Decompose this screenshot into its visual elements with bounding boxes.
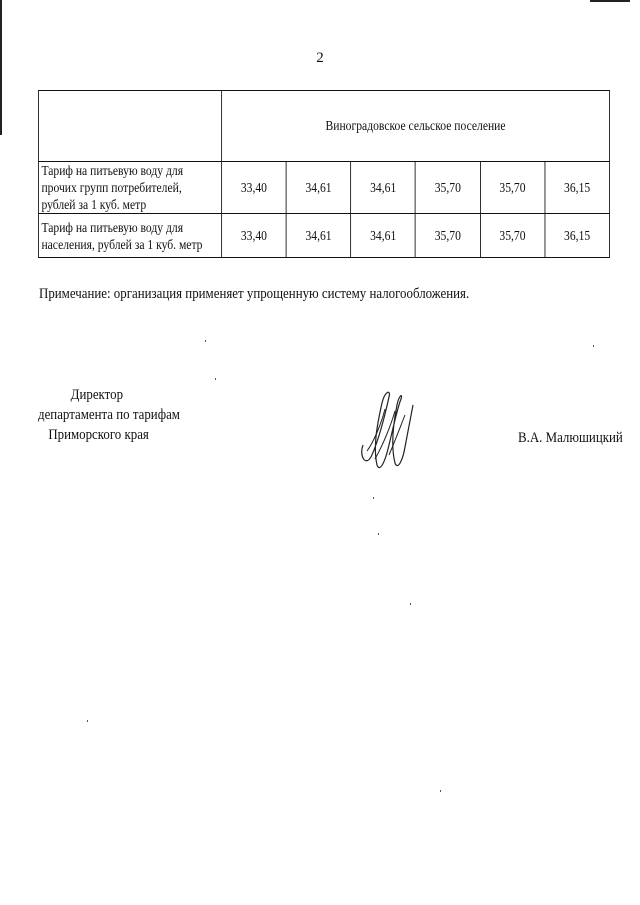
row-label: Тариф на питьевую воду для прочих групп потребителей, рублей за 1 куб. метр bbox=[38, 162, 221, 214]
tariff-table bbox=[38, 90, 610, 258]
page-number: 2 bbox=[316, 50, 324, 66]
scan-speck bbox=[593, 345, 594, 347]
settlement-header: Виноградовское сельское поселение bbox=[222, 91, 610, 162]
tariff-value: 34,61 bbox=[351, 162, 416, 214]
table-row bbox=[38, 162, 609, 214]
tariff-value: 34,61 bbox=[286, 162, 351, 214]
tariff-value: 34,61 bbox=[286, 214, 351, 258]
tariff-value: 35,70 bbox=[480, 162, 545, 214]
signatory-title-line: Директор bbox=[70, 387, 124, 403]
signatory-title-line: департамента по тарифам bbox=[38, 407, 180, 423]
table-row bbox=[38, 214, 609, 258]
scan-edge-mark bbox=[0, 0, 2, 135]
tariff-value: 36,15 bbox=[545, 162, 610, 214]
scan-speck bbox=[410, 603, 411, 605]
scan-speck bbox=[215, 378, 216, 380]
tariff-value: 36,15 bbox=[545, 214, 610, 258]
signatory-name: В.А. Малюшицкий bbox=[518, 430, 623, 446]
tariff-value: 33,40 bbox=[222, 214, 287, 258]
scan-speck bbox=[440, 790, 441, 792]
scan-speck bbox=[87, 720, 88, 722]
scan-edge-mark bbox=[590, 0, 630, 2]
scan-speck bbox=[205, 340, 206, 342]
note-text: Примечание: организация применяет упрощенную систему налогообложения. bbox=[39, 286, 470, 302]
table-header-row bbox=[38, 91, 609, 162]
tariff-value: 35,70 bbox=[480, 214, 545, 258]
tariff-value: 34,61 bbox=[351, 214, 416, 258]
signatory-title-line: Приморского края bbox=[48, 427, 149, 443]
scan-speck bbox=[373, 497, 374, 499]
tariff-value: 35,70 bbox=[415, 162, 480, 214]
tariff-value: 33,40 bbox=[222, 162, 287, 214]
signatory-title bbox=[38, 385, 180, 445]
scan-speck bbox=[378, 533, 379, 535]
header-empty-cell bbox=[38, 91, 221, 162]
row-label: Тариф на питьевую воду для населения, рублей за 1 куб. метр bbox=[38, 214, 221, 258]
handwritten-signature bbox=[355, 385, 420, 475]
tariff-value: 35,70 bbox=[415, 214, 480, 258]
